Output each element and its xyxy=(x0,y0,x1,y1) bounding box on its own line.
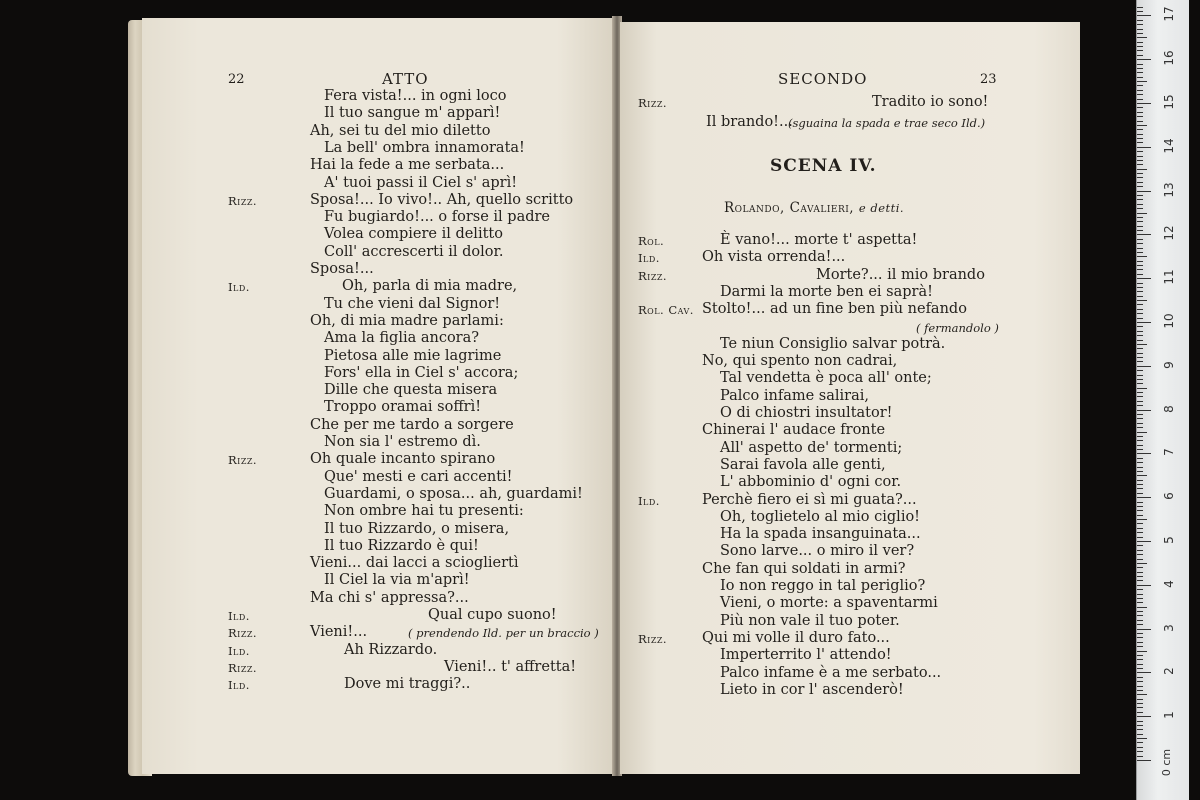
verse-line: Oh vista orrenda!... xyxy=(702,249,846,266)
verse-line: Tal vendetta è poca all' onte; xyxy=(720,370,932,387)
verse-line: Sarai favola alle genti, xyxy=(720,456,886,473)
ruler-tick xyxy=(1137,269,1143,270)
ruler-tick xyxy=(1137,129,1143,130)
scene-characters xyxy=(724,200,904,216)
ruler-tick xyxy=(1137,252,1143,253)
ruler-tick xyxy=(1137,396,1143,397)
ruler-tick xyxy=(1137,151,1143,152)
verse-line: Hai la fede a me serbata... xyxy=(310,157,505,174)
ruler-tick xyxy=(1137,410,1151,411)
ruler-tick xyxy=(1137,405,1143,406)
ruler-tick xyxy=(1137,751,1143,752)
speaker-label: Ild. xyxy=(638,493,660,508)
ruler-tick xyxy=(1137,602,1143,603)
ruler-tick xyxy=(1137,388,1147,389)
ruler-tick xyxy=(1137,142,1143,143)
ruler-tick xyxy=(1137,287,1143,288)
ruler-tick xyxy=(1137,243,1143,244)
verse-line: Vieni!... xyxy=(310,624,368,641)
ruler-tick xyxy=(1137,90,1143,91)
ruler-tick xyxy=(1137,296,1143,297)
speaker-label: Ild. xyxy=(638,251,660,266)
ruler-tick xyxy=(1137,164,1143,165)
ruler-tick xyxy=(1137,589,1143,590)
ruler-unit-label: 0 cm xyxy=(1160,748,1174,777)
speaker-label: Rizz. xyxy=(638,268,668,283)
ruler-tick xyxy=(1137,313,1143,314)
ruler-tick xyxy=(1137,576,1143,577)
speaker-label: Ild. xyxy=(228,643,250,658)
verse-line: Volea compiere il delitto xyxy=(324,226,503,243)
ruler-tick xyxy=(1137,642,1143,643)
ruler-tick xyxy=(1137,121,1143,122)
ruler-number: 4 xyxy=(1162,579,1176,588)
ruler-tick xyxy=(1137,462,1143,463)
ruler-tick xyxy=(1137,672,1151,673)
verse-line: Vieni... dai lacci a sciogliertì xyxy=(310,555,519,572)
measuring-ruler xyxy=(1136,0,1189,800)
ruler-tick xyxy=(1137,256,1147,257)
ruler-tick xyxy=(1137,283,1143,284)
ruler-tick xyxy=(1137,414,1143,415)
ruler-tick xyxy=(1137,169,1147,170)
speaker-label: Rol. Cav. xyxy=(638,303,694,318)
verse-line: Vieni!.. t' affretta! xyxy=(444,658,577,675)
ruler-tick xyxy=(1137,445,1143,446)
ruler-tick xyxy=(1137,392,1143,393)
ruler-tick xyxy=(1137,274,1143,275)
verse-line: No, qui spento non cadrai, xyxy=(702,353,898,370)
verse-line: La bell' ombra innamorata! xyxy=(324,139,525,156)
verse-line: Guardami, o sposa... ah, guardami! xyxy=(324,485,583,502)
ruler-tick xyxy=(1137,747,1143,748)
ruler-tick xyxy=(1137,471,1143,472)
ruler-tick xyxy=(1137,664,1143,665)
ruler-tick xyxy=(1137,340,1143,341)
ruler-number: 6 xyxy=(1162,492,1176,501)
left-page-number: 22 xyxy=(228,72,245,87)
ruler-tick xyxy=(1137,46,1143,47)
verse-line: Sono larve... o miro il ver? xyxy=(720,543,915,560)
ruler-tick xyxy=(1137,304,1143,305)
ruler-tick xyxy=(1137,523,1143,524)
verse-line: Palco infame è a me serbato... xyxy=(720,664,942,681)
right-page-number: 23 xyxy=(980,72,997,87)
verse-line: Dove mi traggi?.. xyxy=(344,676,471,693)
ruler-tick xyxy=(1137,440,1143,441)
ruler-tick xyxy=(1137,239,1143,240)
ruler-tick xyxy=(1137,134,1143,135)
ruler-tick xyxy=(1137,493,1143,494)
ruler-tick xyxy=(1137,707,1143,708)
ruler-tick xyxy=(1137,659,1143,660)
ruler-tick xyxy=(1137,563,1147,564)
verse-line: Oh, parla di mia madre, xyxy=(342,278,518,295)
verse-line: Fors' ella in Ciel s' accora; xyxy=(324,364,519,381)
ruler-number: 3 xyxy=(1162,623,1176,632)
verse-line: Qui mi volle il duro fato... xyxy=(702,629,890,646)
ruler-tick xyxy=(1137,633,1143,634)
ruler-number: 10 xyxy=(1162,313,1176,329)
ruler-tick xyxy=(1137,309,1143,310)
ruler-tick xyxy=(1137,11,1143,12)
ruler-tick xyxy=(1137,85,1143,86)
verse-line: Vieni, o morte: a spaventarmi xyxy=(720,595,938,612)
ruler-tick xyxy=(1137,322,1151,323)
speaker-label: Ild. xyxy=(228,280,250,295)
verse-line: Imperterrito l' attendo! xyxy=(720,647,892,664)
ruler-tick xyxy=(1137,572,1143,573)
ruler-tick xyxy=(1137,721,1143,722)
speaker-label: Rol. xyxy=(638,234,665,248)
ruler-tick xyxy=(1137,528,1143,529)
scene-title: SCENA IV. xyxy=(770,156,877,176)
ruler-tick xyxy=(1137,261,1143,262)
ruler-tick xyxy=(1137,20,1143,21)
ruler-tick xyxy=(1137,585,1151,586)
verse-line: Stolto!... ad un fine ben più nefando xyxy=(702,301,967,318)
ruler-tick xyxy=(1137,716,1151,717)
ruler-tick xyxy=(1137,458,1143,459)
ruler-tick xyxy=(1137,177,1143,178)
ruler-tick xyxy=(1137,331,1143,332)
ruler-tick xyxy=(1137,357,1143,358)
ruler-tick xyxy=(1137,712,1143,713)
speaker-label: Rizz. xyxy=(228,453,258,468)
ruler-tick xyxy=(1137,502,1143,503)
ruler-tick xyxy=(1137,541,1151,542)
ruler-tick xyxy=(1137,191,1151,192)
ruler-tick xyxy=(1137,348,1143,349)
ruler-tick xyxy=(1137,234,1151,235)
ruler-tick xyxy=(1137,703,1143,704)
ruler-tick xyxy=(1137,427,1143,428)
ruler-tick xyxy=(1137,278,1151,279)
verse-line: Che per me tardo a sorgere xyxy=(310,416,514,433)
ruler-tick xyxy=(1137,199,1143,200)
ruler-tick xyxy=(1137,532,1143,533)
verse-line: Troppo oramai soffrì! xyxy=(324,399,482,416)
ruler-tick xyxy=(1137,738,1147,739)
verse-line: Qual cupo suono! xyxy=(428,607,557,623)
ruler-number: 2 xyxy=(1162,667,1176,676)
ruler-tick xyxy=(1137,484,1143,485)
ruler-tick xyxy=(1137,221,1143,222)
ruler-tick xyxy=(1137,116,1143,117)
ruler-number: 13 xyxy=(1162,181,1176,198)
ruler-tick xyxy=(1137,99,1143,100)
ruler-tick xyxy=(1137,629,1151,630)
verse-line: Il tuo sangue m' apparì! xyxy=(324,105,501,122)
verse-line: Il brando!... xyxy=(706,114,793,130)
verse-line: Que' mesti e cari accenti! xyxy=(324,468,513,485)
ruler-tick xyxy=(1137,208,1143,209)
ruler-tick xyxy=(1137,620,1143,621)
ruler-tick xyxy=(1137,29,1143,30)
verse-line: Ah, sei tu del mio diletto xyxy=(310,122,491,139)
verse-line: Oh, di mia madre parlami: xyxy=(310,312,504,329)
ruler-tick xyxy=(1137,550,1143,551)
ruler-tick xyxy=(1137,742,1143,743)
ruler-tick xyxy=(1137,401,1143,402)
ruler-tick xyxy=(1137,615,1143,616)
verse-line: L' abbominio d' ogni cor. xyxy=(720,474,902,491)
ruler-tick xyxy=(1137,81,1147,82)
ruler-tick xyxy=(1137,156,1143,157)
ruler-number: 9 xyxy=(1162,360,1176,369)
ruler-tick xyxy=(1137,559,1143,560)
verse-line: Più non vale il tuo poter. xyxy=(720,612,900,629)
ruler-tick xyxy=(1137,361,1143,362)
ruler-tick xyxy=(1137,668,1143,669)
ruler-tick xyxy=(1137,353,1143,354)
ruler-tick xyxy=(1137,488,1143,489)
verse-line: A' tuoi passi il Ciel s' aprì! xyxy=(324,174,518,191)
ruler-tick xyxy=(1137,594,1143,595)
stage-direction: (sguaina la spada e trae seco Ild.) xyxy=(788,116,986,130)
ruler-tick xyxy=(1137,449,1143,450)
ruler-tick xyxy=(1137,637,1143,638)
verse-line: Fera vista!... in ogni loco xyxy=(324,88,507,104)
verse-line: Oh, toglietelo al mio ciglio! xyxy=(720,508,921,525)
verse-line: Fu bugiardo!... o forse il padre xyxy=(324,209,551,226)
ruler-tick xyxy=(1137,112,1143,113)
ruler-tick xyxy=(1137,50,1143,51)
right-page xyxy=(620,22,1080,774)
ruler-tick xyxy=(1137,7,1143,8)
ruler-tick xyxy=(1137,186,1143,187)
ruler-tick xyxy=(1137,103,1151,104)
ruler-number: 16 xyxy=(1162,50,1176,66)
verse-line: Tu che vieni dal Signor! xyxy=(324,295,501,312)
ruler-tick xyxy=(1137,318,1143,319)
ruler-tick xyxy=(1137,147,1151,148)
verse-line: Sposa!... xyxy=(310,261,374,277)
ruler-tick xyxy=(1137,125,1147,126)
speaker-label: Ild. xyxy=(228,609,250,623)
stage-direction: ( prendendo Ild. per un braccio ) xyxy=(408,626,599,641)
right-page-header: SECONDO xyxy=(778,70,868,88)
speaker-label: Rizz. xyxy=(228,626,258,641)
verse-line: Dille che questa misera xyxy=(324,382,498,399)
ruler-number: 1 xyxy=(1162,711,1176,720)
verse-line: Coll' accrescerti il dolor. xyxy=(324,243,504,260)
ruler-tick xyxy=(1137,230,1143,231)
ruler-tick xyxy=(1137,42,1143,43)
ruler-number: 5 xyxy=(1162,536,1176,544)
verse-line: Sposa!... Io vivo!.. Ah, quello scritto xyxy=(310,191,574,208)
ruler-tick xyxy=(1137,55,1143,56)
ruler-tick xyxy=(1137,686,1143,687)
left-page xyxy=(142,18,614,774)
ruler-tick xyxy=(1137,734,1143,735)
ruler-tick xyxy=(1137,480,1143,481)
ruler-tick xyxy=(1137,729,1143,730)
verse-line: Il Ciel la via m'aprì! xyxy=(324,572,470,589)
ruler-tick xyxy=(1137,567,1143,568)
ruler-tick xyxy=(1137,33,1143,34)
ruler-tick xyxy=(1137,94,1143,95)
verse-line: Ah Rizzardo. xyxy=(344,641,438,658)
verse-line: Palco infame salirai, xyxy=(720,387,869,404)
ruler-tick xyxy=(1137,598,1143,599)
ruler-tick xyxy=(1137,326,1143,327)
scene-characters-names: Rolando, Cavalieri, xyxy=(724,200,855,216)
ruler-tick xyxy=(1137,624,1143,625)
ruler-tick xyxy=(1137,59,1151,60)
ruler-number: 15 xyxy=(1162,94,1176,110)
verse-line: Pietosa alle mie lagrime xyxy=(324,347,502,364)
ruler-tick xyxy=(1137,107,1143,108)
verse-line: Non ombre hai tu presenti: xyxy=(324,503,524,520)
ruler-tick xyxy=(1137,217,1143,218)
speaker-label: Rizz. xyxy=(228,193,258,208)
speaker-label: Ild. xyxy=(228,678,250,693)
ruler-tick xyxy=(1137,213,1147,214)
ruler-tick xyxy=(1137,646,1143,647)
ruler-tick xyxy=(1137,453,1151,454)
verse-line: Perchè fiero ei sì mi guata?... xyxy=(702,491,917,508)
ruler-tick xyxy=(1137,173,1143,174)
ruler-tick xyxy=(1137,519,1147,520)
verse-line: All' aspetto de' tormenti; xyxy=(720,439,903,456)
ruler-tick xyxy=(1137,375,1143,376)
verse-line: È vano!... morte t' aspetta! xyxy=(720,232,918,248)
ruler-tick xyxy=(1137,265,1143,266)
ruler-number: 12 xyxy=(1162,225,1176,242)
ruler-tick xyxy=(1137,497,1151,498)
ruler-tick xyxy=(1137,77,1143,78)
ruler-tick xyxy=(1137,15,1151,16)
ruler-tick xyxy=(1137,72,1143,73)
ruler-tick xyxy=(1137,366,1151,367)
ruler-tick xyxy=(1137,545,1143,546)
ruler-tick xyxy=(1137,226,1143,227)
ruler-number: 8 xyxy=(1162,404,1176,413)
speaker-label: Rizz. xyxy=(638,631,668,646)
ruler-number: 17 xyxy=(1162,6,1176,23)
ruler-tick xyxy=(1137,651,1147,652)
ruler-tick xyxy=(1137,475,1147,476)
speaker-label: Rizz. xyxy=(228,660,258,675)
ruler-tick xyxy=(1137,756,1143,757)
verse-line: Non sia l' estremo dì. xyxy=(324,434,481,450)
ruler-tick xyxy=(1137,580,1143,581)
ruler-tick xyxy=(1137,160,1143,161)
verse-line: Ama la figlia ancora? xyxy=(324,330,480,347)
ruler-tick xyxy=(1137,436,1143,437)
speaker-label: Rizz. xyxy=(638,96,668,110)
ruler-tick xyxy=(1137,370,1143,371)
ruler-tick xyxy=(1137,204,1143,205)
ruler-tick xyxy=(1137,506,1143,507)
verse-line: Chinerai l' audace fronte xyxy=(702,422,886,439)
ruler-tick xyxy=(1137,248,1143,249)
verse-line: Te niun Consiglio salvar potrà. xyxy=(720,335,946,352)
open-book xyxy=(128,14,1088,784)
ruler-tick xyxy=(1137,383,1143,384)
verse-line: O di chiostri insultator! xyxy=(720,405,893,421)
ruler-tick xyxy=(1137,607,1147,608)
verse-line: Oh quale incanto spirano xyxy=(310,451,496,468)
verse-line: Darmi la morte ben ei saprà! xyxy=(720,283,933,300)
ruler-tick xyxy=(1137,699,1143,700)
ruler-tick xyxy=(1137,344,1147,345)
verse-line: Tradito io sono! xyxy=(872,94,989,110)
ruler-tick xyxy=(1137,291,1143,292)
ruler-tick xyxy=(1137,24,1143,25)
ruler-tick xyxy=(1137,335,1143,336)
ruler-tick xyxy=(1137,725,1143,726)
verse-line: Il tuo Rizzardo è qui! xyxy=(324,537,479,554)
ruler-number: 14 xyxy=(1162,138,1176,154)
ruler-tick xyxy=(1137,379,1143,380)
ruler-tick xyxy=(1137,677,1143,678)
verse-line: Morte?... il mio brando xyxy=(816,266,985,283)
left-page-header: ATTO xyxy=(382,70,429,88)
ruler-tick xyxy=(1137,432,1147,433)
ruler-tick xyxy=(1137,655,1143,656)
verse-line: Ma chi s' appressa?... xyxy=(310,589,469,606)
ruler-tick xyxy=(1137,690,1143,691)
verse-line: Ha la spada insanguinata... xyxy=(720,526,921,543)
ruler-tick xyxy=(1137,182,1143,183)
ruler-tick xyxy=(1137,611,1143,612)
ruler-tick xyxy=(1137,467,1143,468)
verse-line: Il tuo Rizzardo, o misera, xyxy=(324,520,510,537)
ruler-tick xyxy=(1137,554,1143,555)
ruler-tick xyxy=(1137,300,1147,301)
ruler-tick xyxy=(1137,138,1143,139)
ruler-tick xyxy=(1137,760,1151,761)
ruler-number: 11 xyxy=(1162,269,1176,285)
stage-direction: ( fermandolo ) xyxy=(916,320,999,335)
ruler-tick xyxy=(1137,681,1143,682)
ruler-tick xyxy=(1137,537,1143,538)
ruler-tick xyxy=(1137,694,1147,695)
ruler-tick xyxy=(1137,195,1143,196)
ruler-number: 7 xyxy=(1162,448,1176,457)
verse-line: Lieto in cor l' ascenderò! xyxy=(720,681,904,698)
verse-line: Io non reggo in tal periglio? xyxy=(720,578,926,594)
scene-characters-tail: e detti. xyxy=(858,201,905,215)
ruler-tick xyxy=(1137,510,1143,511)
verse-line: Che fan qui soldati in armi? xyxy=(702,560,906,577)
ruler-tick xyxy=(1137,515,1143,516)
ruler-tick xyxy=(1137,423,1143,424)
ruler-tick xyxy=(1137,37,1147,38)
ruler-tick xyxy=(1137,418,1143,419)
ruler-tick xyxy=(1137,64,1143,65)
ruler-tick xyxy=(1137,68,1143,69)
